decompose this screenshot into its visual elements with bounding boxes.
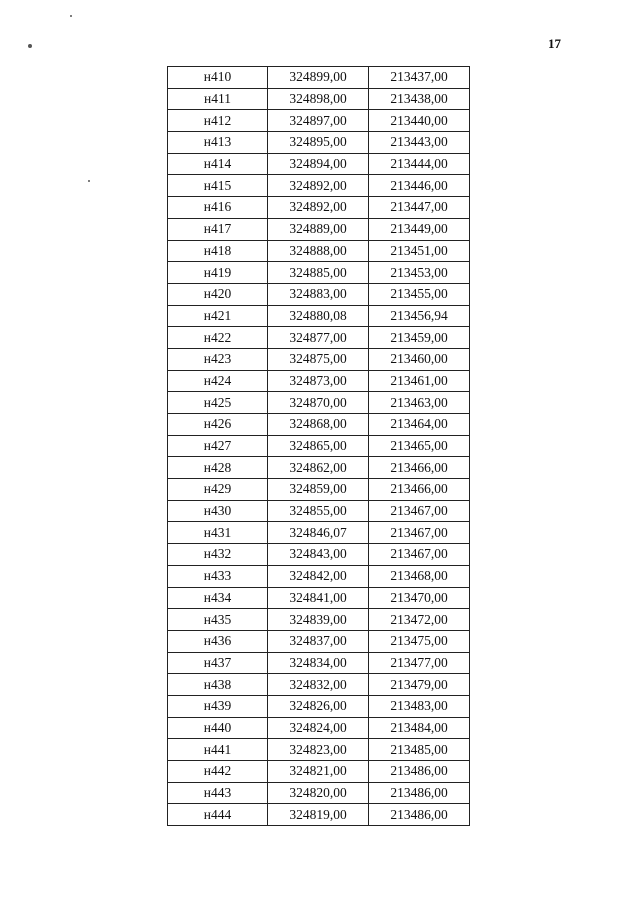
point-id-cell: н440 xyxy=(168,717,268,739)
x-coordinate-cell: 324842,00 xyxy=(268,565,369,587)
x-coordinate-cell: 324898,00 xyxy=(268,88,369,110)
y-coordinate-cell: 213459,00 xyxy=(369,327,470,349)
x-coordinate-cell: 324823,00 xyxy=(268,739,369,761)
y-coordinate-cell: 213456,94 xyxy=(369,305,470,327)
point-id-cell: н411 xyxy=(168,88,268,110)
y-coordinate-cell: 213472,00 xyxy=(369,609,470,631)
table-row xyxy=(168,500,470,522)
x-coordinate-cell: 324873,00 xyxy=(268,370,369,392)
point-id-cell: н423 xyxy=(168,348,268,370)
y-coordinate-cell: 213438,00 xyxy=(369,88,470,110)
scan-speck xyxy=(28,44,32,48)
y-coordinate-cell: 213477,00 xyxy=(369,652,470,674)
point-id-cell: н426 xyxy=(168,414,268,436)
point-id-cell: н428 xyxy=(168,457,268,479)
table-row xyxy=(168,544,470,566)
x-coordinate-cell: 324889,00 xyxy=(268,218,369,240)
x-coordinate-cell: 324821,00 xyxy=(268,761,369,783)
x-coordinate-cell: 324895,00 xyxy=(268,132,369,154)
point-id-cell: н413 xyxy=(168,132,268,154)
table-row xyxy=(168,327,470,349)
x-coordinate-cell: 324888,00 xyxy=(268,240,369,262)
point-id-cell: н441 xyxy=(168,739,268,761)
table-row xyxy=(168,262,470,284)
table-row xyxy=(168,197,470,219)
y-coordinate-cell: 213437,00 xyxy=(369,67,470,89)
table-row xyxy=(168,522,470,544)
point-id-cell: н412 xyxy=(168,110,268,132)
point-id-cell: н433 xyxy=(168,565,268,587)
table-row xyxy=(168,565,470,587)
y-coordinate-cell: 213484,00 xyxy=(369,717,470,739)
x-coordinate-cell: 324877,00 xyxy=(268,327,369,349)
y-coordinate-cell: 213475,00 xyxy=(369,630,470,652)
x-coordinate-cell: 324820,00 xyxy=(268,782,369,804)
point-id-cell: н444 xyxy=(168,804,268,826)
point-id-cell: н425 xyxy=(168,392,268,414)
table-row xyxy=(168,132,470,154)
table-row xyxy=(168,804,470,826)
x-coordinate-cell: 324826,00 xyxy=(268,695,369,717)
x-coordinate-cell: 324875,00 xyxy=(268,348,369,370)
y-coordinate-cell: 213467,00 xyxy=(369,500,470,522)
table-row xyxy=(168,283,470,305)
table-row xyxy=(168,695,470,717)
x-coordinate-cell: 324868,00 xyxy=(268,414,369,436)
y-coordinate-cell: 213453,00 xyxy=(369,262,470,284)
y-coordinate-cell: 213466,00 xyxy=(369,479,470,501)
table-row xyxy=(168,630,470,652)
coordinates-table-body xyxy=(168,67,470,826)
x-coordinate-cell: 324855,00 xyxy=(268,500,369,522)
y-coordinate-cell: 213467,00 xyxy=(369,544,470,566)
point-id-cell: н435 xyxy=(168,609,268,631)
table-row xyxy=(168,674,470,696)
point-id-cell: н422 xyxy=(168,327,268,349)
coordinates-table xyxy=(167,66,470,826)
x-coordinate-cell: 324880,08 xyxy=(268,305,369,327)
table-row xyxy=(168,609,470,631)
x-coordinate-cell: 324885,00 xyxy=(268,262,369,284)
y-coordinate-cell: 213443,00 xyxy=(369,132,470,154)
table-row xyxy=(168,435,470,457)
y-coordinate-cell: 213449,00 xyxy=(369,218,470,240)
scan-speck xyxy=(70,15,72,17)
table-row xyxy=(168,175,470,197)
x-coordinate-cell: 324870,00 xyxy=(268,392,369,414)
x-coordinate-cell: 324819,00 xyxy=(268,804,369,826)
point-id-cell: н442 xyxy=(168,761,268,783)
table-row xyxy=(168,153,470,175)
table-row xyxy=(168,652,470,674)
y-coordinate-cell: 213451,00 xyxy=(369,240,470,262)
y-coordinate-cell: 213446,00 xyxy=(369,175,470,197)
x-coordinate-cell: 324865,00 xyxy=(268,435,369,457)
table-row xyxy=(168,110,470,132)
y-coordinate-cell: 213479,00 xyxy=(369,674,470,696)
point-id-cell: н439 xyxy=(168,695,268,717)
x-coordinate-cell: 324839,00 xyxy=(268,609,369,631)
y-coordinate-cell: 213468,00 xyxy=(369,565,470,587)
point-id-cell: н432 xyxy=(168,544,268,566)
x-coordinate-cell: 324883,00 xyxy=(268,283,369,305)
x-coordinate-cell: 324892,00 xyxy=(268,175,369,197)
y-coordinate-cell: 213460,00 xyxy=(369,348,470,370)
x-coordinate-cell: 324892,00 xyxy=(268,197,369,219)
scan-speck xyxy=(88,180,90,182)
page-number: 17 xyxy=(548,36,561,51)
table-row xyxy=(168,392,470,414)
point-id-cell: н436 xyxy=(168,630,268,652)
table-row xyxy=(168,348,470,370)
x-coordinate-cell: 324832,00 xyxy=(268,674,369,696)
y-coordinate-cell: 213483,00 xyxy=(369,695,470,717)
point-id-cell: н434 xyxy=(168,587,268,609)
x-coordinate-cell: 324894,00 xyxy=(268,153,369,175)
point-id-cell: н416 xyxy=(168,197,268,219)
point-id-cell: н417 xyxy=(168,218,268,240)
x-coordinate-cell: 324899,00 xyxy=(268,67,369,89)
y-coordinate-cell: 213466,00 xyxy=(369,457,470,479)
y-coordinate-cell: 213486,00 xyxy=(369,804,470,826)
x-coordinate-cell: 324897,00 xyxy=(268,110,369,132)
point-id-cell: н421 xyxy=(168,305,268,327)
table-row xyxy=(168,457,470,479)
table-row xyxy=(168,587,470,609)
table-row xyxy=(168,761,470,783)
x-coordinate-cell: 324824,00 xyxy=(268,717,369,739)
table-row xyxy=(168,370,470,392)
table-row xyxy=(168,739,470,761)
y-coordinate-cell: 213485,00 xyxy=(369,739,470,761)
y-coordinate-cell: 213455,00 xyxy=(369,283,470,305)
point-id-cell: н427 xyxy=(168,435,268,457)
x-coordinate-cell: 324846,07 xyxy=(268,522,369,544)
point-id-cell: н415 xyxy=(168,175,268,197)
table-row xyxy=(168,717,470,739)
point-id-cell: н419 xyxy=(168,262,268,284)
x-coordinate-cell: 324862,00 xyxy=(268,457,369,479)
y-coordinate-cell: 213447,00 xyxy=(369,197,470,219)
point-id-cell: н443 xyxy=(168,782,268,804)
point-id-cell: н418 xyxy=(168,240,268,262)
table-row xyxy=(168,782,470,804)
point-id-cell: н437 xyxy=(168,652,268,674)
table-row xyxy=(168,240,470,262)
point-id-cell: н424 xyxy=(168,370,268,392)
table-row xyxy=(168,218,470,240)
point-id-cell: н438 xyxy=(168,674,268,696)
y-coordinate-cell: 213486,00 xyxy=(369,761,470,783)
x-coordinate-cell: 324841,00 xyxy=(268,587,369,609)
y-coordinate-cell: 213486,00 xyxy=(369,782,470,804)
x-coordinate-cell: 324843,00 xyxy=(268,544,369,566)
table-row xyxy=(168,67,470,89)
x-coordinate-cell: 324859,00 xyxy=(268,479,369,501)
point-id-cell: н430 xyxy=(168,500,268,522)
point-id-cell: н420 xyxy=(168,283,268,305)
point-id-cell: н431 xyxy=(168,522,268,544)
point-id-cell: н429 xyxy=(168,479,268,501)
point-id-cell: н410 xyxy=(168,67,268,89)
point-id-cell: н414 xyxy=(168,153,268,175)
y-coordinate-cell: 213465,00 xyxy=(369,435,470,457)
table-row xyxy=(168,88,470,110)
x-coordinate-cell: 324837,00 xyxy=(268,630,369,652)
y-coordinate-cell: 213464,00 xyxy=(369,414,470,436)
y-coordinate-cell: 213444,00 xyxy=(369,153,470,175)
x-coordinate-cell: 324834,00 xyxy=(268,652,369,674)
y-coordinate-cell: 213467,00 xyxy=(369,522,470,544)
table-row xyxy=(168,479,470,501)
y-coordinate-cell: 213470,00 xyxy=(369,587,470,609)
y-coordinate-cell: 213463,00 xyxy=(369,392,470,414)
y-coordinate-cell: 213440,00 xyxy=(369,110,470,132)
table-row xyxy=(168,305,470,327)
y-coordinate-cell: 213461,00 xyxy=(369,370,470,392)
table-row xyxy=(168,414,470,436)
